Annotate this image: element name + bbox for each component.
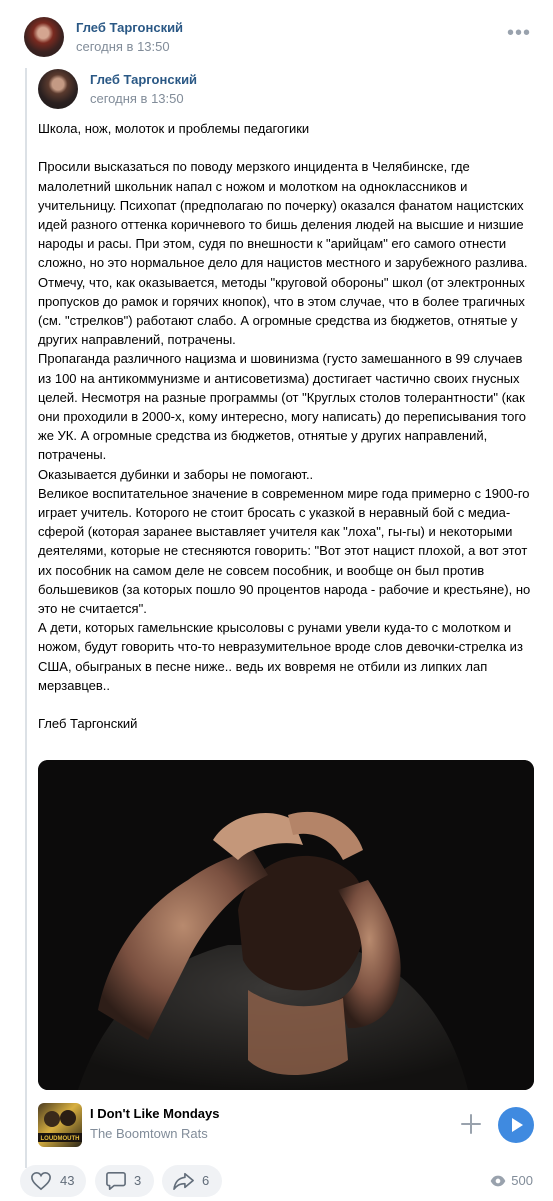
repost-author-avatar[interactable] — [38, 69, 78, 109]
like-count: 43 — [60, 1173, 75, 1188]
views-counter — [511, 1173, 533, 1188]
post-timestamp[interactable]: сегодня в 13:50 — [76, 39, 170, 54]
share-icon — [172, 1171, 196, 1191]
comment-icon — [105, 1171, 127, 1191]
share-button[interactable] — [162, 1165, 222, 1197]
views-count: 500 — [511, 1173, 533, 1188]
like-button[interactable] — [20, 1165, 86, 1197]
repost-timestamp[interactable]: сегодня в 13:50 — [90, 91, 184, 106]
comment-count: 3 — [134, 1173, 142, 1188]
play-button[interactable] — [498, 1107, 534, 1143]
audio-title[interactable]: I Don't Like Mondays — [90, 1106, 220, 1121]
repost-divider — [25, 68, 27, 1168]
repost-author-name[interactable]: Глеб Таргонский — [90, 72, 198, 87]
audio-artist[interactable]: The Boomtown Rats — [90, 1126, 208, 1141]
audio-attachment[interactable] — [38, 1103, 534, 1147]
play-icon — [498, 1107, 534, 1143]
post-author-name[interactable]: Глеб Таргонский — [76, 20, 184, 35]
album-cover-text: LOUDMOUTH — [40, 1136, 80, 1142]
ellipsis-icon[interactable]: ••• — [506, 22, 531, 44]
post-text: Школа, нож, молоток и проблемы педагогики Просили высказаться по поводу мерзкого инцидента в Челябинске, где малолетний школьник напал с ножом и молотком на одноклассников и учительницу. Психопат (предполагаю по почерку) оказался фанатом нацистских идей разного оттенка коричневого то бишь деления людей на высшие и низшие народы и расы. При этом, судя по внешности к "арийцам" его самого отнести сложно, но это нормальное дело для нацистов местного и зарубежного разлива. Отмечу, что, как оказывается, методы "круговой обороны" школ (от электронных пропусков до рамок и горячих кнопок), что в этом случае, что в более трагичных (см. "стрелков") работают слабо. А огромные средства из бюджетов, отнятые у других направлений, потрачены. Пропаганда различного нацизма и шовинизма (густо замешанного в 99 случаев из 100 на антикоммунизме и антисоветизма) достигает частично своих гнусных целей. Несмотря на разные программы (от "Круглых столов толерантности" (как они проходили в 2000-х, кому интересно, могу написать) до переписывания того же УК. А огромные средства из бюджетов, отнятые у других направлений, потрачены. Оказывается дубинки и заборы не помогают.. Великое воспитательное значение в современном мире года примерно с 1900-го играет учитель. Которого не стоит бросать с указкой в неравный бой с медиа-сферой (которая заранее выставляет учителя как "лоха", гы-гы) и некоторыми деятелями, которые не стесняются говорить: "Вот этот нацист плохой, а вот этот их пособник на самом деле не совсем пособник, и вообще он был против большевиков (за которых пошло 90 процентов народа - рабочие и крестьяне), но это не считается". А дети, которых гамельнские крысоловы с рунами увели куда-то с молотком и ножом, будут говорить что-то невразумительное вроде слов девочки-стрелка из США, обыграных в песне ниже.. ведь их вовремя не отбили из липких лап мерзавцев.. Глеб Таргонский — [38, 121, 531, 732]
eye-icon — [490, 1174, 506, 1188]
post-photo[interactable] — [38, 760, 534, 1090]
comment-button[interactable] — [95, 1165, 154, 1197]
plus-icon[interactable] — [460, 1113, 482, 1135]
album-cover[interactable] — [38, 1103, 82, 1147]
share-count: 6 — [202, 1173, 210, 1188]
author-avatar[interactable] — [24, 17, 64, 57]
heart-icon — [30, 1171, 52, 1191]
